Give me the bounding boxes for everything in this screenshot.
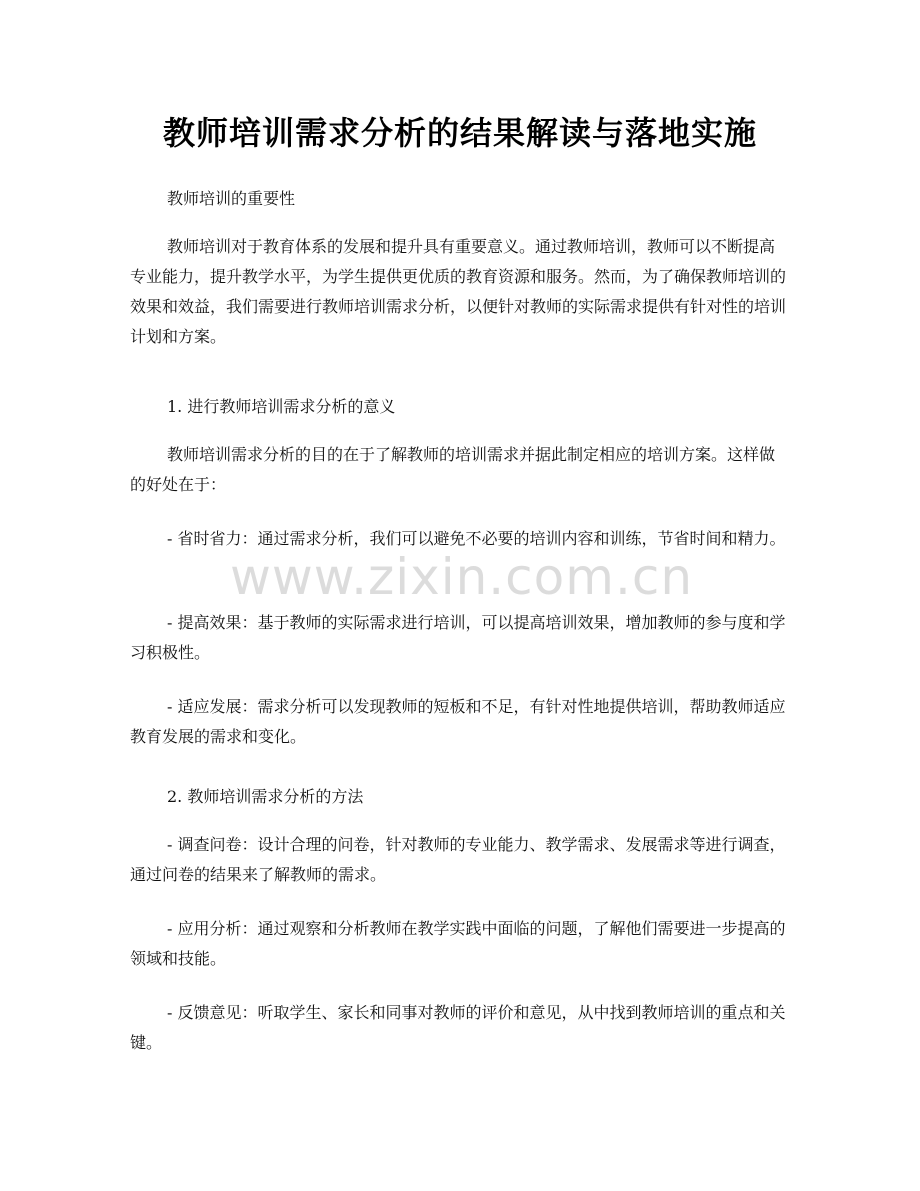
section-heading-2: 2. 教师培训需求分析的方法	[167, 787, 364, 806]
paragraph-purpose: 教师培训需求分析的目的在于了解教师的培训需求并据此制定相应的培训方案。这样做的好处在于：	[130, 445, 776, 494]
list-item-feedback: - 反馈意见：听取学生、家长和同事对教师的评价和意见，从中找到教师培训的重点和关键。	[130, 1003, 786, 1052]
paragraph-heading-importance: 教师培训的重要性	[167, 189, 296, 208]
document-title: 教师培训需求分析的结果解读与落地实施	[162, 114, 757, 152]
list-item-save-time: - 省时省力：通过需求分析，我们可以避免不必要的培训内容和训练，节省时间和精力。	[167, 529, 786, 548]
list-item-improve-effect: - 提高效果：基于教师的实际需求进行培训，可以提高培训效果，增加教师的参与度和学习积极性。	[130, 613, 786, 662]
list-item-application-analysis: - 应用分析：通过观察和分析教师在教学实践中面临的问题，了解他们需要进一步提高的领域和技能。	[130, 919, 786, 968]
section-heading-1: 1. 进行教师培训需求分析的意义	[167, 397, 396, 416]
watermark: www.zixin.com.cn	[230, 548, 694, 606]
list-item-survey: - 调查问卷：设计合理的问卷，针对教师的专业能力、教学需求、发展需求等进行调查，通过问卷的结果来了解教师的需求。	[130, 835, 786, 884]
list-item-adapt-development: - 适应发展：需求分析可以发现教师的短板和不足，有针对性地提供培训，帮助教师适应教育发展的需求和变化。	[130, 697, 786, 746]
paragraph-intro: 教师培训对于教育体系的发展和提升具有重要意义。通过教师培训，教师可以不断提高专业能力，提升教学水平，为学生提供更优质的教育资源和服务。然而，为了确保教师培训的效果和效益，我们需要进行教师培训需求分析，以便针对教师的实际需求提供有针对性的培训计划和方案。	[130, 237, 787, 346]
